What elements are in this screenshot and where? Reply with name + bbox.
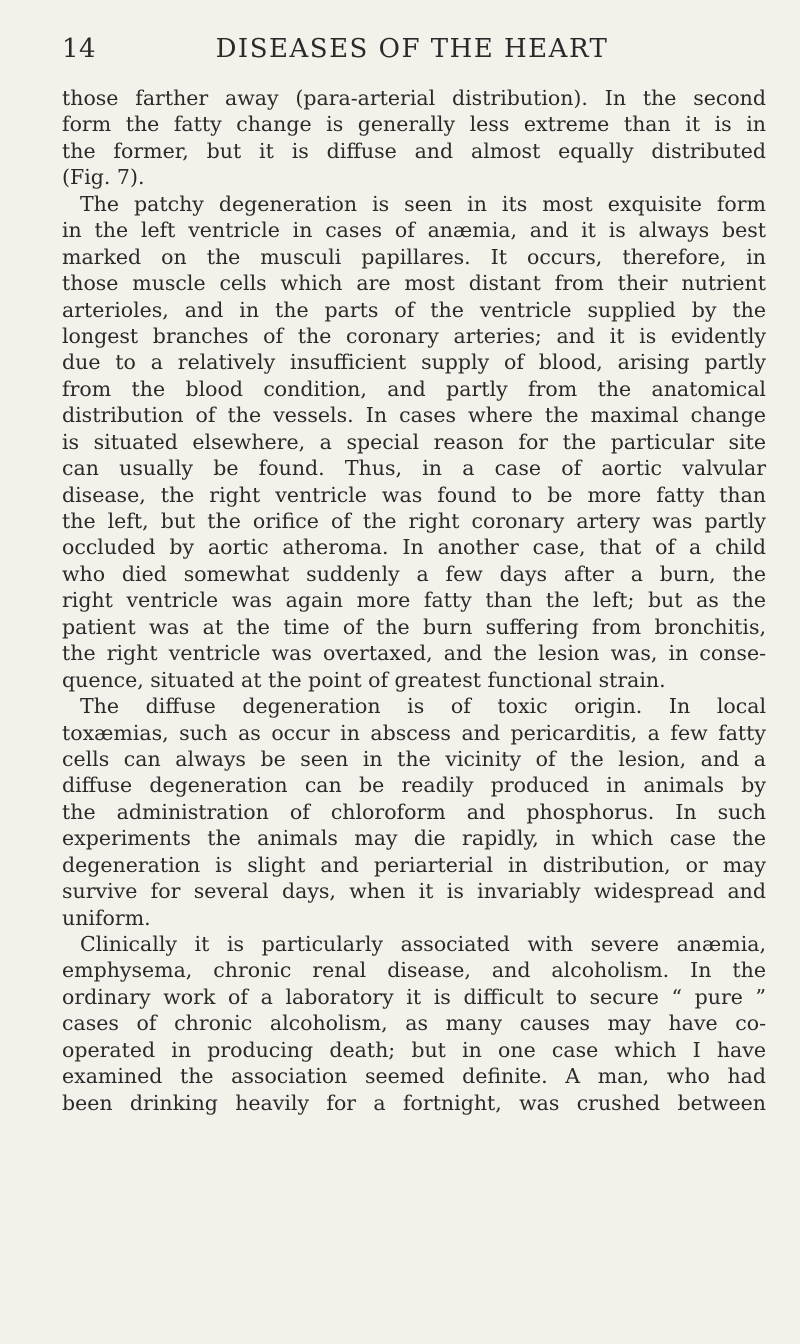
text-line: experiments the animals may die rapidly, in which case the: [62, 826, 766, 851]
body-text: [62, 85, 766, 1116]
text-line: cases of chronic alcoholism, as many causes may have co-: [62, 1011, 766, 1036]
text-line: toxæmias, such as occur in abscess and pericarditis, a few fatty: [62, 720, 766, 745]
text-line: marked on the musculi papillares. It occurs, therefore, in: [62, 244, 766, 269]
text-line: form the fatty change is generally less extreme than it is in: [62, 112, 766, 137]
text-line: from the blood condition, and partly from the anatomical: [62, 376, 766, 401]
text-line: is situated elsewhere, a special reason for the particular site: [62, 429, 766, 454]
text-line: The patchy degeneration is seen in its most exquisite form: [80, 191, 766, 216]
text-line: diffuse degeneration can be readily produced in animals by: [62, 773, 766, 798]
page-number: 14: [62, 34, 97, 64]
text-line: in the left ventricle in cases of anæmia, and it is always best: [62, 218, 766, 243]
text-line: The diffuse degeneration is of toxic origin. In local: [80, 694, 766, 719]
running-head: [62, 34, 762, 68]
text-line: arterioles, and in the parts of the ventricle supplied by the: [62, 297, 766, 322]
text-line: those muscle cells which are most distant from their nutrient: [62, 271, 766, 296]
text-line: cells can always be seen in the vicinity of the lesion, and a: [62, 746, 766, 771]
text-line: degeneration is slight and periarterial in distribution, or may: [62, 852, 766, 877]
text-line: distribution of the vessels. In cases where the maximal change: [62, 403, 766, 428]
text-line: ordinary work of a laboratory it is difficult to secure “ pure ”: [62, 984, 766, 1009]
text-line: can usually be found. Thus, in a case of aortic valvular: [62, 456, 766, 481]
text-line: who died somewhat suddenly a few days after a burn, the: [62, 561, 766, 586]
text-line: been drinking heavily for a fortnight, was crushed between: [62, 1090, 766, 1115]
text-line: longest branches of the coronary arteries; and it is evidently: [62, 323, 766, 348]
text-line: the former, but it is diffuse and almost equally distributed: [62, 138, 766, 163]
text-line: the administration of chloroform and phosphorus. In such: [62, 799, 766, 824]
text-line: examined the association seemed definite. A man, who had: [62, 1064, 766, 1089]
text-line: operated in producing death; but in one case which I have: [62, 1037, 766, 1062]
text-line: due to a relatively insufficient supply of blood, arising partly: [62, 350, 766, 375]
text-line: survive for several days, when it is invariably widespread and: [62, 879, 766, 904]
text-line: those farther away (para-arterial distribution). In the second: [62, 86, 766, 110]
text-line: quence, situated at the point of greatest functional strain.: [62, 667, 666, 692]
text-line: (Fig. 7).: [62, 165, 145, 190]
text-line: disease, the right ventricle was found to be more fatty than: [62, 482, 766, 507]
text-line: the left, but the orifice of the right coronary artery was partly: [62, 509, 766, 533]
text-line: patient was at the time of the burn suffering from bronchitis,: [62, 614, 766, 639]
text-line: Clinically it is particularly associated with severe anæmia,: [80, 932, 766, 956]
text-line: the right ventricle was overtaxed, and the lesion was, in conse-: [62, 641, 766, 666]
text-line: right ventricle was again more fatty than the left; but as the: [62, 588, 766, 613]
text-line: emphysema, chronic renal disease, and alcoholism. In the: [62, 958, 766, 983]
text-line: uniform.: [62, 905, 151, 930]
text-line: occluded by aortic atheroma. In another case, that of a child: [62, 535, 766, 560]
running-head-title: DISEASES OF THE HEART: [215, 34, 609, 64]
